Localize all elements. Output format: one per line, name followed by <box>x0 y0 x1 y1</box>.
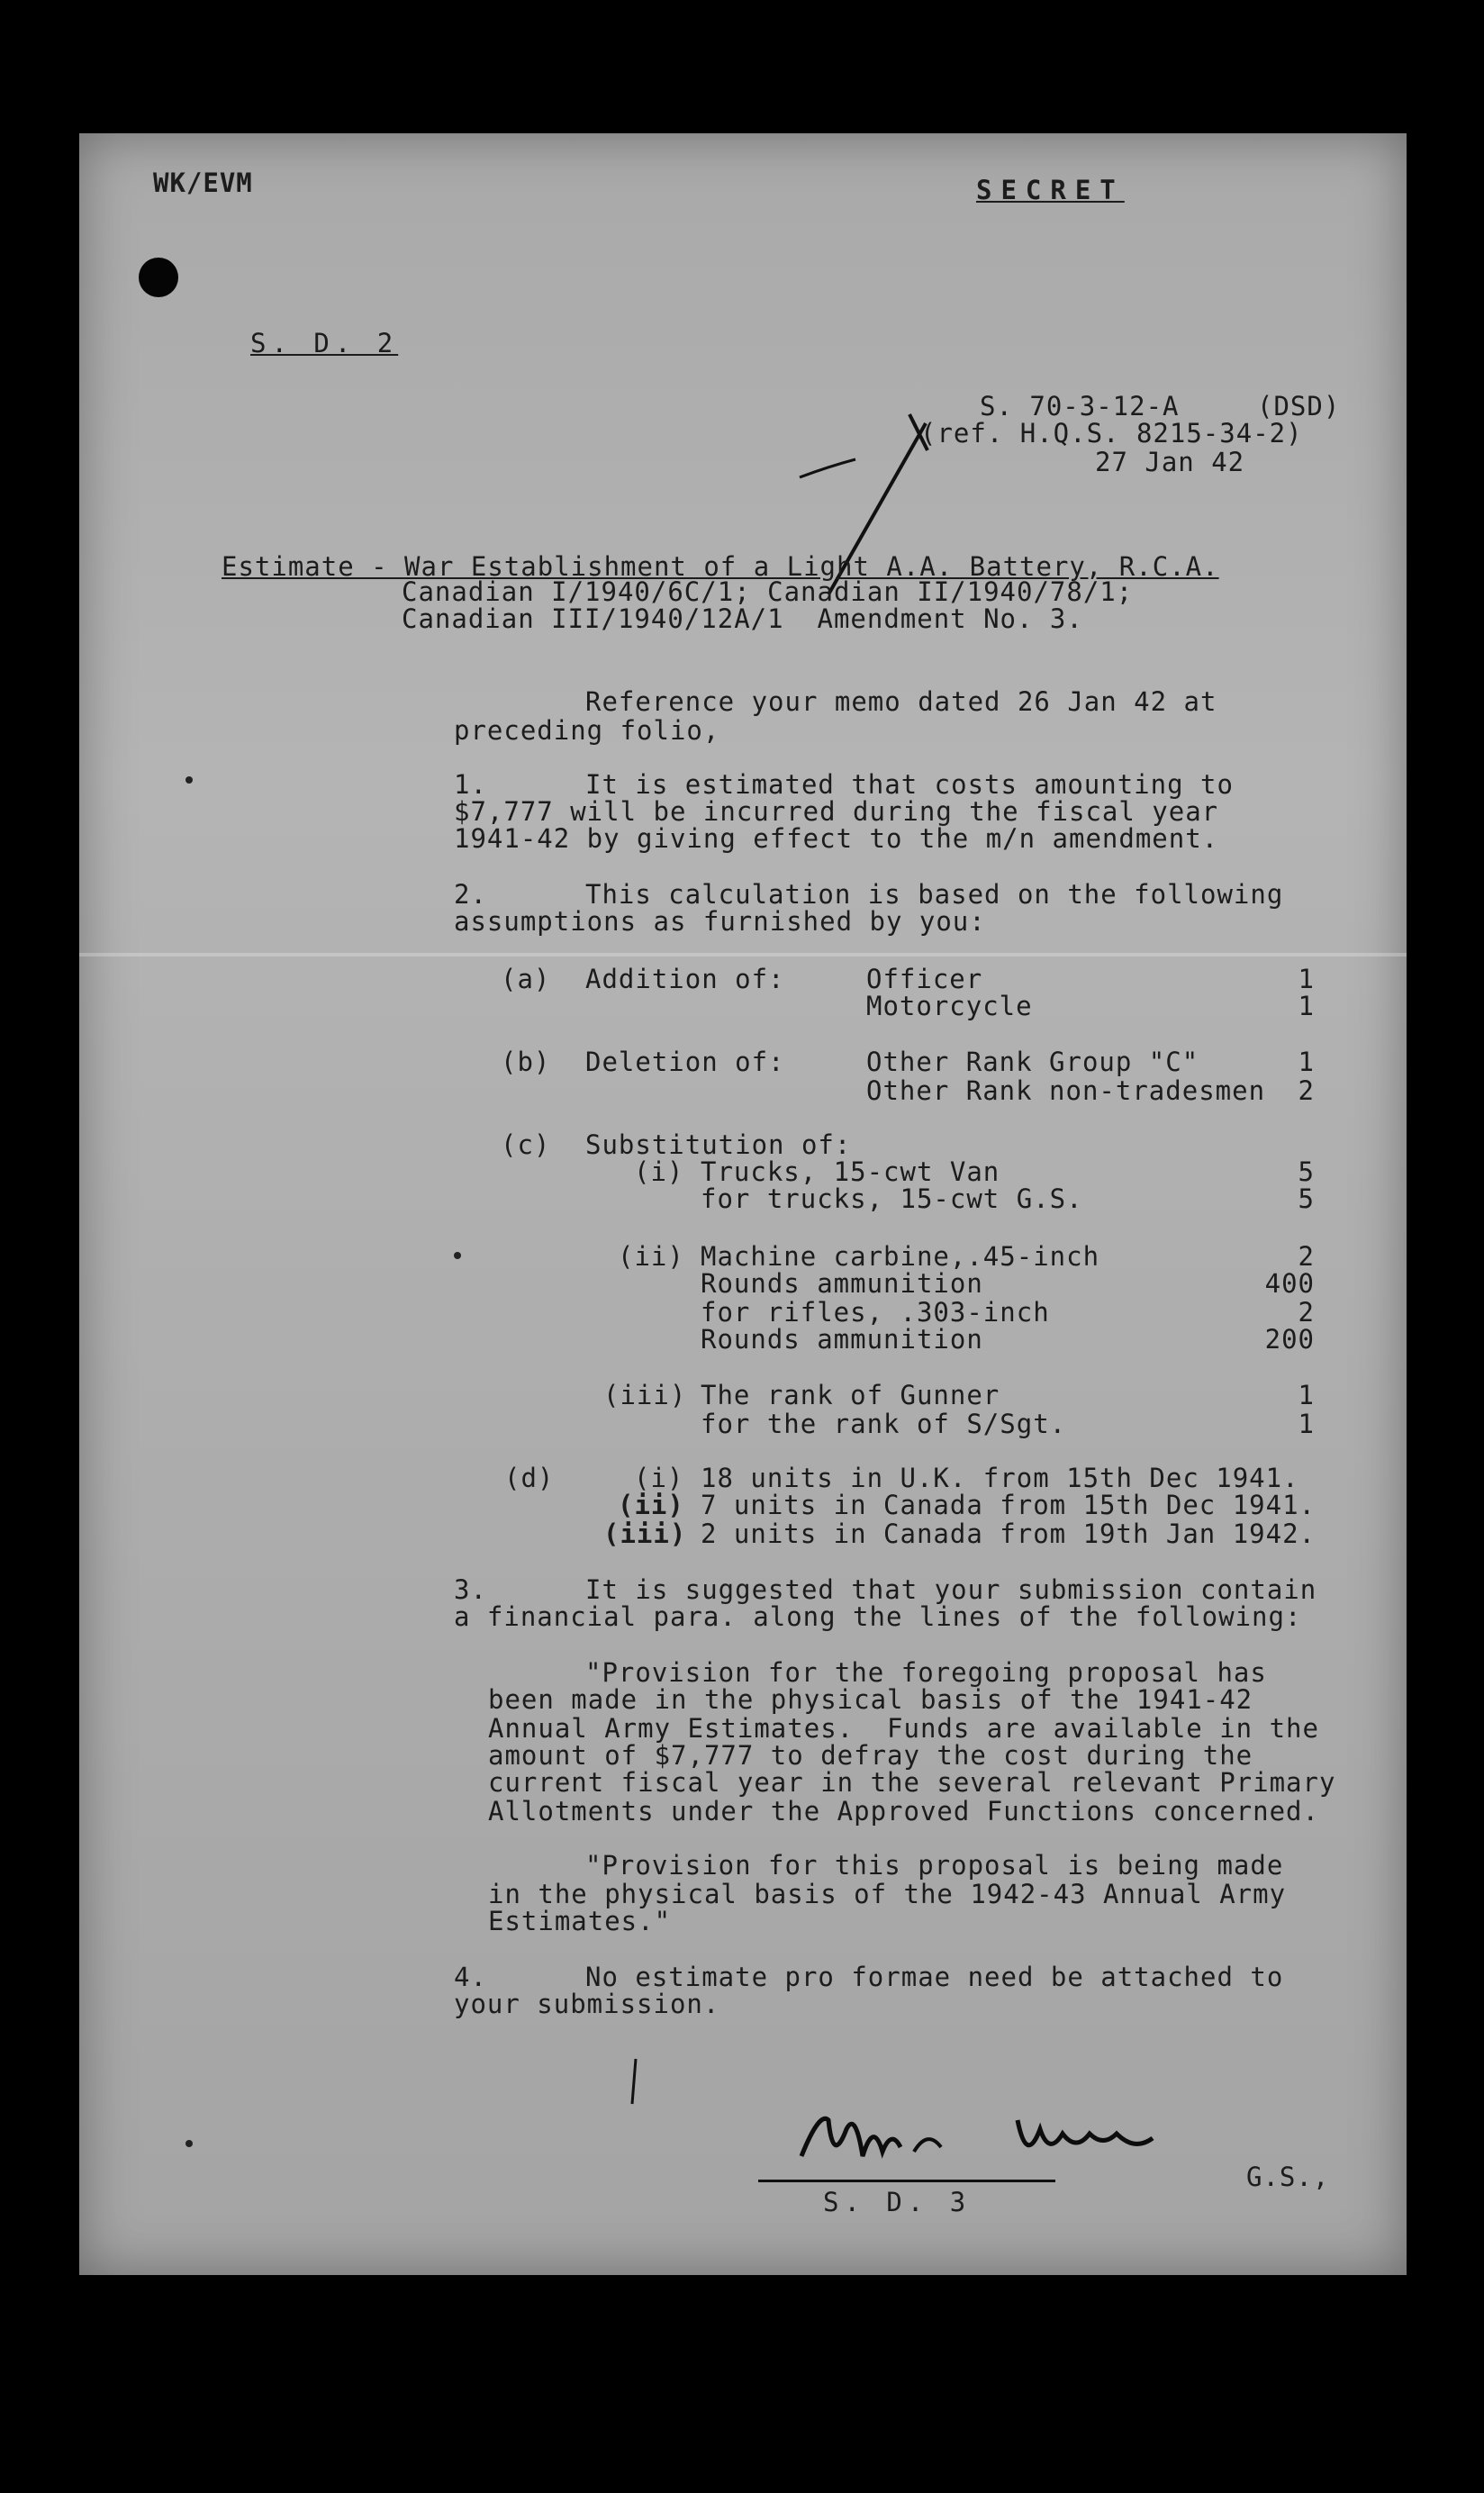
handwritten-signature-icon <box>792 2102 1171 2183</box>
typist-initials: WK/EVM <box>153 168 253 198</box>
branch-code: (DSD) <box>1257 391 1341 422</box>
item-d2-text: 7 units in Canada from 15th Dec 1941. <box>701 1490 1317 1520</box>
item-d3-number: (iii) <box>603 1518 687 1549</box>
punch-hole <box>139 258 178 297</box>
reference-number: (ref. H.Q.S. 8215-34-2) <box>920 418 1303 449</box>
para4-number: 4. <box>454 1962 487 1992</box>
signature-appointment: G.S., <box>1246 2162 1330 2192</box>
item-b2-text: Other Rank non-tradesmen <box>866 1075 1266 1106</box>
item-c-title: Substitution of: <box>585 1129 852 1160</box>
quote2-line-2: in the physical basis of the 1942-43 Annual Army <box>488 1879 1287 1909</box>
item-c1-number: (i) <box>634 1156 684 1187</box>
page-fold <box>79 953 1407 956</box>
item-c1-qty: 5 <box>1298 1156 1315 1187</box>
item-c2d-text: Rounds ammunition <box>701 1324 983 1355</box>
item-b1-text: Other Rank Group "C" <box>866 1047 1199 1077</box>
document-date: 27 Jan 42 <box>1095 447 1245 477</box>
item-a-label: (a) <box>501 964 551 994</box>
para2-number: 2. <box>454 879 487 910</box>
para3-line-1: It is suggested that your submission contain <box>585 1574 1317 1605</box>
item-c3-qty: 1 <box>1298 1380 1315 1410</box>
originator: S. D. 3 <box>823 2187 972 2217</box>
item-d1-number: (i) <box>634 1463 684 1493</box>
para3-line-2: a financial para. along the lines of the following: <box>454 1601 1302 1632</box>
subject-line-1: Estimate - War Establishment of a Light A.A. Battery, R.C.A. <box>222 551 1219 582</box>
pen-tick-mark <box>618 2055 654 2109</box>
signature-underline <box>758 2180 1055 2182</box>
item-a1-qty: 1 <box>1298 964 1315 994</box>
item-b-title: Deletion of: <box>585 1047 785 1077</box>
item-c2d-qty: 200 <box>1264 1324 1315 1355</box>
quote1-line-6: Allotments under the Approved Functions concerned. <box>488 1796 1319 1827</box>
item-d3-text: 2 units in Canada from 19th Jan 1942. <box>701 1518 1317 1549</box>
item-a1-text: Officer <box>866 964 983 994</box>
para1-line-1: It is estimated that costs amounting to <box>585 769 1234 800</box>
addressee: S. D. 2 <box>250 328 399 358</box>
para1-number: 1. <box>454 769 487 800</box>
quote2-line-3: Estimates." <box>488 1906 672 1936</box>
para4-line-2: your submission. <box>454 1989 720 2019</box>
reference-line-2: preceding folio, <box>454 715 720 746</box>
item-c2c-qty: 2 <box>1298 1297 1315 1328</box>
item-c2-text: Machine carbine,.45-inch <box>701 1241 1100 1272</box>
speck <box>186 776 193 784</box>
para1-line-3: 1941-42 by giving effect to the m/n amendment. <box>454 823 1219 854</box>
item-c2c-text: for rifles, .303-inch <box>701 1297 1050 1328</box>
file-number: S. 70-3-12-A <box>980 391 1180 422</box>
para2-line-1: This calculation is based on the following <box>585 879 1284 910</box>
item-c2-number: (ii) <box>618 1241 684 1272</box>
reference-line-1: Reference your memo dated 26 Jan 42 at <box>585 686 1217 717</box>
item-c1b-text: for trucks, 15-cwt G.S. <box>701 1183 1083 1214</box>
item-a2-qty: 1 <box>1298 991 1315 1021</box>
item-c2-qty: 2 <box>1298 1241 1315 1272</box>
item-d1-text: 18 units in U.K. from 15th Dec 1941. <box>701 1463 1299 1493</box>
item-c3-text: The rank of Gunner <box>701 1380 1000 1410</box>
speck <box>454 1252 461 1259</box>
para2-line-2: assumptions as furnished by you: <box>454 906 986 937</box>
item-c1b-qty: 5 <box>1298 1183 1315 1214</box>
quote1-line-4: amount of $7,777 to defray the cost during the <box>488 1740 1253 1771</box>
item-c-label: (c) <box>501 1129 551 1160</box>
item-c3b-qty: 1 <box>1298 1409 1315 1439</box>
classification-marking: SECRET <box>976 175 1125 205</box>
para3-number: 3. <box>454 1574 487 1605</box>
item-a2-text: Motorcycle <box>866 991 1033 1021</box>
quote1-line-3: Annual Army Estimates. Funds are available in the <box>488 1713 1319 1744</box>
item-b2-qty: 2 <box>1298 1075 1315 1106</box>
quote1-line-2: been made in the physical basis of the 1941-42 <box>488 1684 1253 1715</box>
subject-line-3: Canadian III/1940/12A/1 Amendment No. 3. <box>402 603 1083 634</box>
item-c3-number: (iii) <box>603 1380 687 1410</box>
para4-line-1: No estimate pro formae need be attached to <box>585 1962 1284 1992</box>
item-d-label: (d) <box>504 1463 555 1493</box>
item-c2b-text: Rounds ammunition <box>701 1268 983 1299</box>
subject-line-2: Canadian I/1940/6C/1; Canadian II/1940/78/1; <box>402 576 1134 607</box>
quote1-line-1: "Provision for the foregoing proposal has <box>585 1657 1267 1688</box>
speck <box>186 2140 193 2147</box>
item-d2-number: (ii) <box>618 1490 684 1520</box>
quote2-line-1: "Provision for this proposal is being made <box>585 1850 1284 1881</box>
quote1-line-5: current fiscal year in the several relevant Primary <box>488 1767 1336 1798</box>
item-c3b-text: for the rank of S/Sgt. <box>701 1409 1067 1439</box>
item-b1-qty: 1 <box>1298 1047 1315 1077</box>
item-c2b-qty: 400 <box>1264 1268 1315 1299</box>
para1-line-2: $7,777 will be incurred during the fiscal year <box>454 796 1219 827</box>
item-a-title: Addition of: <box>585 964 785 994</box>
item-b-label: (b) <box>501 1047 551 1077</box>
item-c1-text: Trucks, 15-cwt Van <box>701 1156 1000 1187</box>
